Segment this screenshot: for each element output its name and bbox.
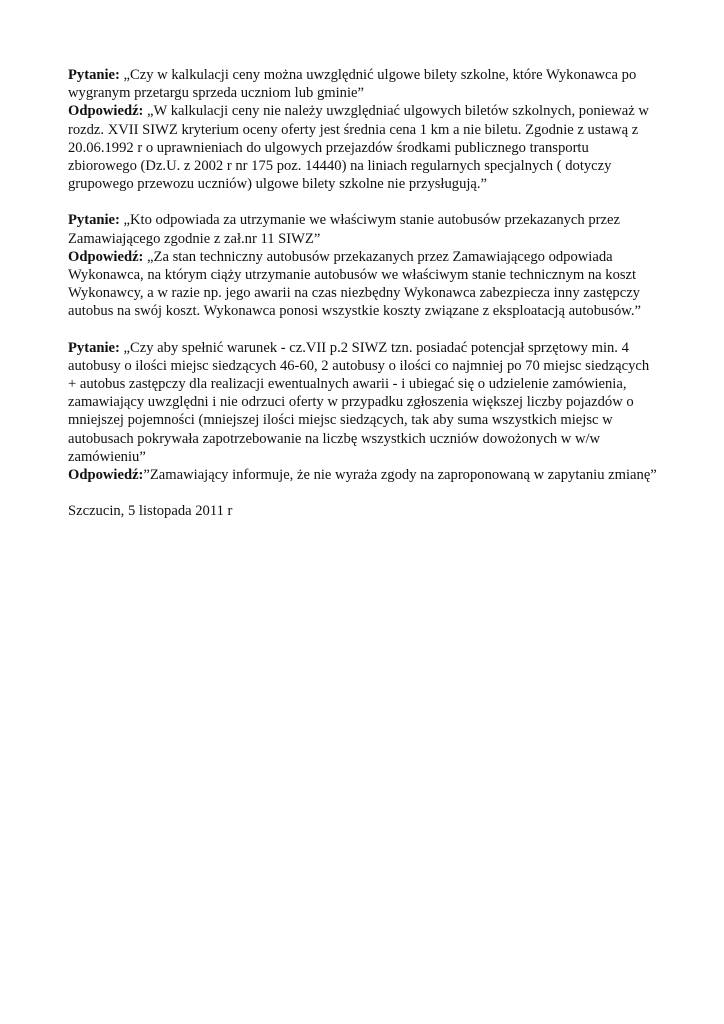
- question-label: Pytanie:: [68, 339, 120, 356]
- question-2: [68, 211, 658, 247]
- question-text: „Kto odpowiada za utrzymanie we właściwym stanie autobusów przekazanych przez Zamawiającego zgodnie z zał.nr 11 SIWZ”: [68, 212, 620, 247]
- question-label: Pytanie:: [68, 67, 120, 83]
- question-3: [68, 339, 658, 466]
- answer-label: Odpowiedź:: [68, 467, 144, 484]
- question-text: „Czy aby spełnić warunek - cz.VII p.2 SIWZ tzn. posiadać potencjał sprzętowy min. 4 autobusy o ilości miejsc siedzących 46-60, 2 autobusy o ilości co najmniej po 70 miejsc siedzących + autobus zastępczy dla realizacji ewentualnych awarii - i ubiegać się o udzielenie zamówienia, zamawiający uwzględni i nie odrzuci oferty w przypadku zgłoszenia większej liczby pojazdów o mniejszej pojemności (mniejszej ilości miejsc siedzących, tak aby suma wszystkich miejsc w autobusach pokrywała zapotrzebowanie na liczbę wszystkich uczniów dowożonych w w/w zamówieniu”: [68, 339, 650, 465]
- answer-1: [68, 102, 658, 193]
- qa-block-1: [68, 66, 658, 193]
- document-page: [68, 66, 658, 520]
- answer-text: „W kalkulacji ceny nie należy uwzględniać ulgowych biletów szkolnych, ponieważ w rozdz. XVII SIWZ kryterium oceny oferty jest średnia cena 1 km a nie biletu. Zgodnie z ustawą z 20.06.1992 r o uprawnieniach do ulgowych przejazdów środkami publicznego transportu zbiorowego (Dz.U. z 2002 r nr 175 poz. 14440) na liniach regularnych specjalnych ( dotyczy grupowego przewozu uczniów) ulgowe bilety szkolne nie przysługują.”: [68, 103, 649, 193]
- answer-3: [68, 466, 658, 484]
- answer-label: Odpowiedź:: [68, 248, 144, 265]
- question-label: Pytanie:: [68, 212, 120, 229]
- answer-text: „Za stan techniczny autobusów przekazanych przez Zamawiającego odpowiada Wykonawca, na którym ciąży utrzymanie autobusów we właściwym stanie technicznym na koszt Wykonawcy, a w razie np. jego awarii na czas niezbędny Wykonawca zabezpiecza inny zastępczy autobus na swój koszt. Wykonawca ponosi wszystkie koszty związane z eksploatacją autobusów.”: [68, 248, 641, 320]
- place-date-footer: Szczucin, 5 listopada 2011 r: [68, 503, 233, 520]
- question-text: „Czy w kalkulacji ceny można uwzględnić ulgowe bilety szkolne, które Wykonawca po wygranym przetargu sprzeda uczniom lub gminie”: [68, 67, 637, 102]
- qa-block-3: [68, 339, 658, 485]
- question-1: [68, 66, 658, 102]
- answer-text: ”Zamawiający informuje, że nie wyraża zgody na zaproponowaną w zapytaniu zmianę”: [143, 467, 657, 484]
- qa-block-2: [68, 211, 658, 320]
- answer-2: [68, 248, 658, 321]
- answer-label: Odpowiedź:: [68, 103, 144, 120]
